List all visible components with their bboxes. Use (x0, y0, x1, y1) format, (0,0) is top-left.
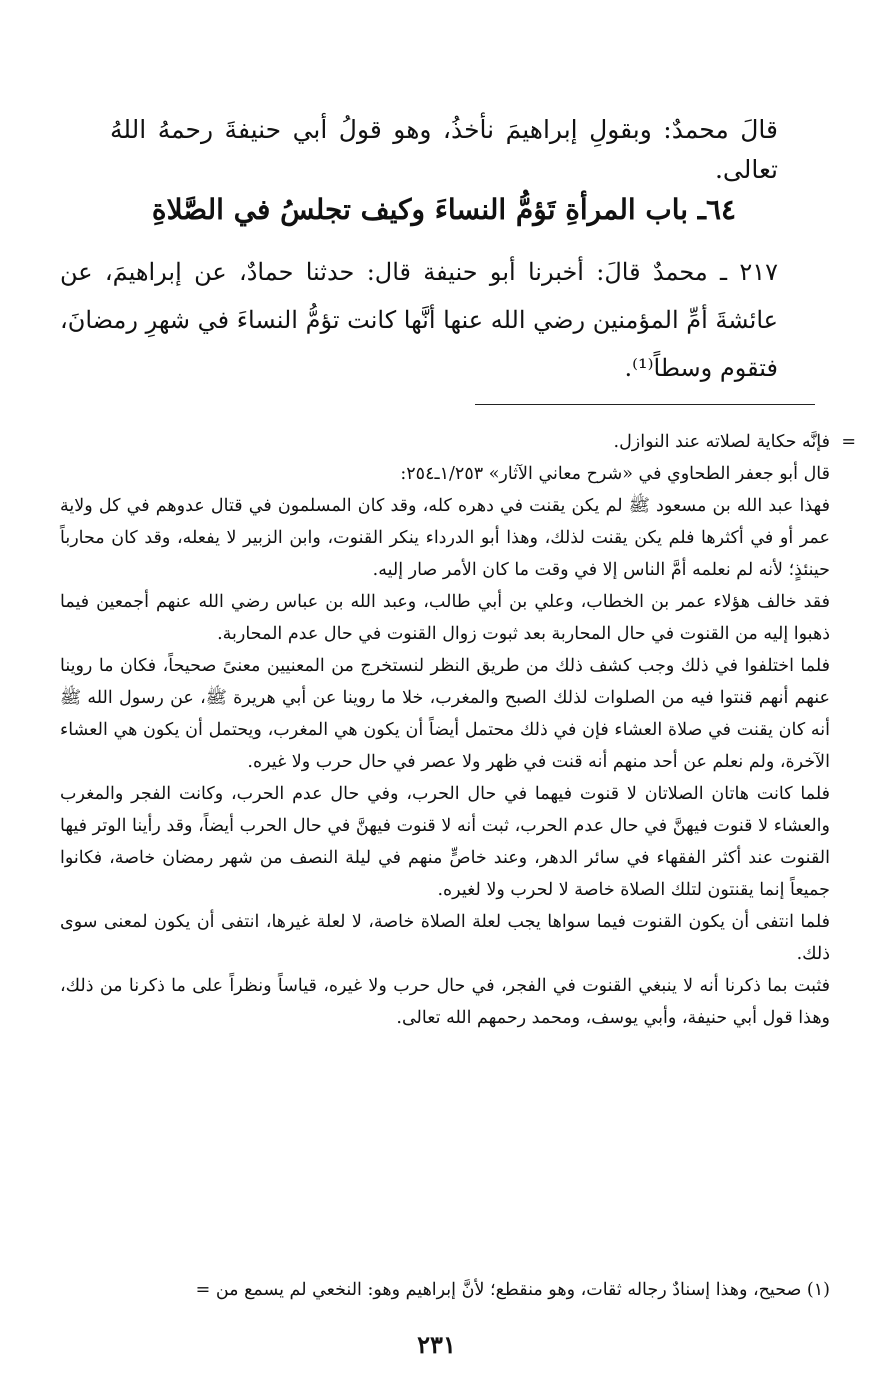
page-number: ٢٣١ (417, 1330, 456, 1359)
commentary-notes (60, 426, 856, 1034)
note-paragraph: فهذا عبد الله بن مسعود ﷺ لم يكن يقنت في دهره كله، وقد كان المسلمون في قتال عدوهم في كل ولاية عمر أو في أكثرها فلم يكن يقنت لذلك، وهذا أبو الدرداء ينكر القنوت، وابن الزبير لا يفعله، وقد كان محارباً حينئذٍ؛ لأنه لم نعلمه أمَّ الناس إلا في وقت ما كان الأمر صار إليه. (60, 496, 830, 580)
chapter-title: ٦٤ـ باب المرأةِ تَؤمُّ النساءَ وكيف تجلسُ في الصَّلاةِ (151, 193, 737, 226)
note-paragraph: فلما اختلفوا في ذلك وجب كشف ذلك من طريق النظر لنستخرج من المعنيين معنىً صحيحاً، فكان ما روينا عنهم أنهم قنتوا فيه من الصلوات لذلك الصبح والمغرب، خلا ما روينا عن أبي هريرة ﷺ، عن رسول الله ﷺ أنه كان يقنت في صلاة العشاء فإن في ذلك محتمل أيضاً أن يكون هي المغرب، ويحتمل أن يكون هي العشاء الآخرة، ولم نعلم عن أحد منهم أنه قنت في ظهر ولا عصر في حال حرب ولا غيره. (60, 656, 830, 772)
note-paragraph: فلما كانت هاتان الصلاتان لا قنوت فيهما في حال الحرب، وفي حال عدم الحرب، وكانت الفجر والمغرب والعشاء لا قنوت فيهنَّ في حال عدم الحرب، ثبت أنه لا قنوت فيهنَّ في حال الحرب أيضاً، وقد رأينا الوتر فيها القنوت عند أكثر الفقهاء في سائر الدهر، وعند خاصٍّ منهم في ليلة النصف من شهر رمضان خاصة، فكانوا جميعاً إنما يقنتون لتلك الصلاة خاصة لا لحرب ولا لغيره. (60, 784, 830, 900)
footnote: (١) صحيح، وهذا إسنادٌ رجاله ثقات، وهو منقطع؛ لأنَّ إبراهيم وهو: النخعي لم يسمع من = (195, 1280, 830, 1300)
main-text-line: قالَ محمدٌ: وبقولِ إبراهيمَ نأخذُ، وهو قولُ أبي حنيفةَ رحمهُ اللهُ تعالى. (110, 115, 778, 184)
footnote-separator (475, 404, 815, 405)
hadith-text: ٢١٧ ـ محمدٌ قالَ: أخبرنا أبو حنيفة قال: حدثنا حمادٌ، عن إبراهيمَ، عن عائشةَ أمِّ المؤمنين رضي الله عنها أنَّها كانت تؤمُّ النساءَ في شهرِ رمضانَ، فتقوم وسطاً⁽¹⁾. (60, 258, 778, 382)
note-paragraph: قال أبو جعفر الطحاوي في «شرح معاني الآثار» ١/٢٥٣ـ٢٥٤: (400, 464, 830, 484)
note-paragraph-text: فإنَّه حكاية لصلاته عند النوازل. (613, 432, 830, 452)
note-paragraph: فثبت بما ذكرنا أنه لا ينبغي القنوت في الفجر، في حال حرب ولا غيره، قياساً ونظراً على ما ذكرنا من ذلك، وهذا قول أبي حنيفة، وأبي يوسف، ومحمد رحمهم الله تعالى. (60, 976, 830, 1028)
note-paragraph (60, 426, 856, 458)
continuation-mark: = (841, 432, 856, 452)
note-paragraph: فقد خالف هؤلاء عمر بن الخطاب، وعلي بن أبي طالب، وعبد الله بن عباس رضي الله عنهم أجمعين فيما ذهبوا إليه من القنوت في حال المحاربة بعد ثبوت زوال القنوت في حال عدم المحاربة. (60, 592, 830, 644)
note-paragraph: فلما انتفى أن يكون القنوت فيما سواها يجب لعلة الصلاة خاصة، لا لعلة غيرها، انتفى أن يكون لمعنى سوى ذلك. (60, 912, 830, 964)
